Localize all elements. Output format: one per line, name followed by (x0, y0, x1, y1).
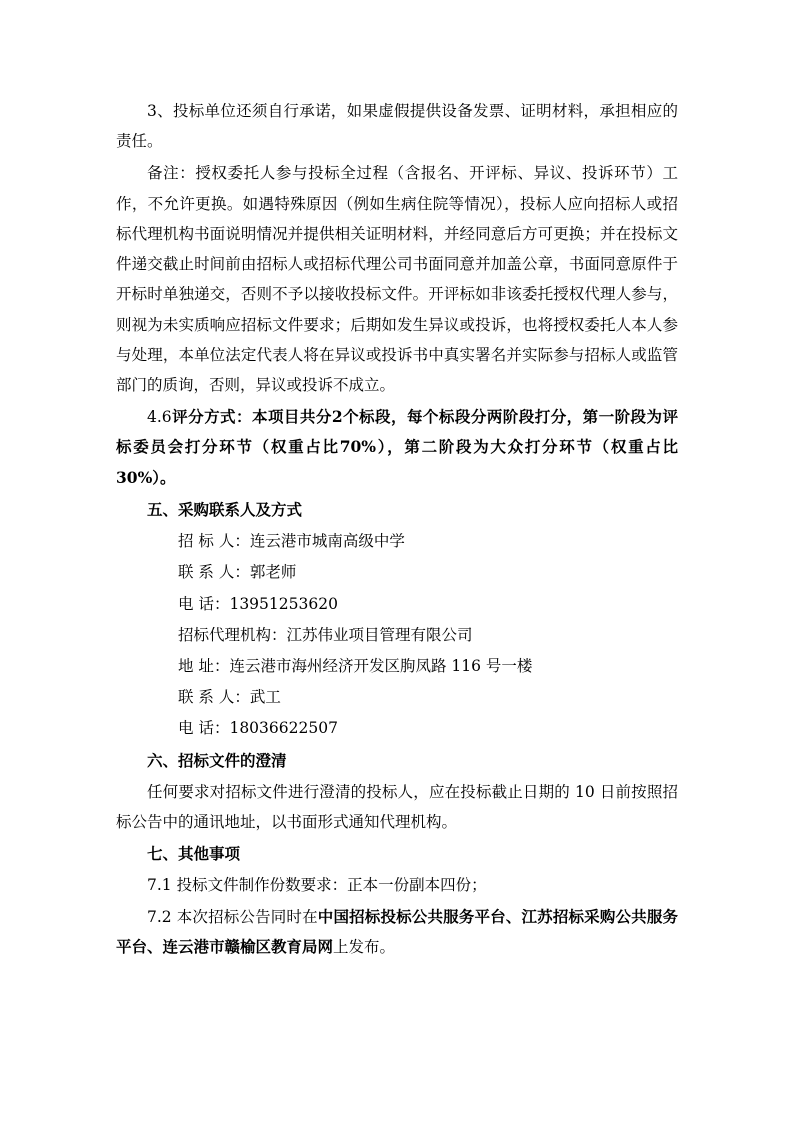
contact-value: 13951253620 (229, 594, 338, 613)
contact-label: 招标代理机构 (178, 625, 272, 644)
document-body (116, 96, 678, 962)
contact-row-agency (116, 620, 678, 650)
contact-row-agency-phone (116, 713, 678, 743)
paragraph-section-six-body: 任何要求对招标文件进行澄清的投标人，应在投标截止日期的 10 日前按照招标公告中的通讯地址，以书面形式通知代理机构。 (116, 782, 678, 832)
item-7-2-suffix: 上发布。 (333, 937, 396, 956)
contact-value: 连云港市城南高级中学 (249, 532, 405, 551)
item-7-2-prefix: 7.2 本次招标公告同时在 (147, 907, 318, 926)
contact-label: 联 系 人 (178, 688, 235, 707)
paragraph-item-7-1: 7.1 投标文件制作份数要求：正本一份副本四份； (147, 876, 487, 895)
contact-separator: ： (234, 532, 250, 551)
heading-section-six: 六、招标文件的澄清 (147, 750, 287, 770)
contact-value: 江苏伟业项目管理有限公司 (286, 625, 473, 644)
paragraph-scoring-method (116, 402, 678, 493)
contact-row-contact-person (116, 557, 678, 587)
item-7-2-platforms: 中国招标投标公共服务平台、江苏招标采购公共服务平台、连云港市赣榆区教育局网 (116, 906, 678, 956)
contact-separator: ： (213, 656, 230, 675)
scoring-label: 评分方式： (171, 407, 252, 427)
contact-separator: ： (234, 688, 250, 707)
contact-value: 武工 (249, 688, 281, 707)
contact-separator: ： (234, 563, 250, 582)
contact-row-agency-contact (116, 682, 678, 712)
contact-separator: ： (271, 625, 287, 644)
paragraph-item-7-2 (116, 902, 678, 962)
contact-row-tenderer (116, 526, 678, 556)
scoring-number: 4.6 (147, 408, 172, 427)
contact-label: 联 系 人 (178, 563, 235, 582)
contact-value: 连云港市海州经济开发区朐凤路 116 号一楼 (229, 656, 533, 675)
contact-label: 招 标 人 (178, 532, 235, 551)
contact-value: 18036622507 (229, 719, 338, 738)
heading-section-five: 五、采购联系人及方式 (147, 499, 303, 519)
contact-label: 电 话 (178, 719, 214, 738)
contact-row-address (116, 651, 678, 681)
scoring-text: 本项目共分2个标段，每个标段分两阶段打分，第一阶段为评标委员会打分环节（权重占比70%），第二阶段为大众打分环节（权重占比30%）。 (116, 407, 678, 487)
heading-section-seven: 七、其他事项 (147, 844, 241, 864)
contact-label: 地 址 (178, 656, 214, 675)
contact-value: 郭老师 (249, 563, 297, 582)
contact-label: 电 话 (178, 594, 214, 613)
paragraph-item-3: 3、投标单位还须自行承诺，如果虚假提供设备发票、证明材料，承担相应的责任。 (116, 102, 678, 151)
contact-separator: ： (213, 719, 230, 738)
contact-row-phone (116, 589, 678, 619)
paragraph-remark: 备注：授权委托人参与投标全过程（含报名、开评标、异议、投诉环节）工作，不允许更换。如遇特殊原因（例如生病住院等情况），投标人应向招标人或招标代理机构书面说明情况并提供相关证明材料，并经同意后方可更换；并在投标文件递交截止时间前由招标人或招标代理公司书面同意并加盖公章，书面同意原件于开标时单独递交，否则不予以接收投标文件。开评标如非该委托授权代理人参与，则视为未实质响应招标文件要求；后期如发生异议或投诉，也将授权委托人本人参与处理，本单位法定代表人将在异议或投诉书中真实署名并实际参与招标人或监管部门的质询，否则，异议或投诉不成立。 (116, 164, 678, 394)
contact-separator: ： (213, 594, 230, 613)
